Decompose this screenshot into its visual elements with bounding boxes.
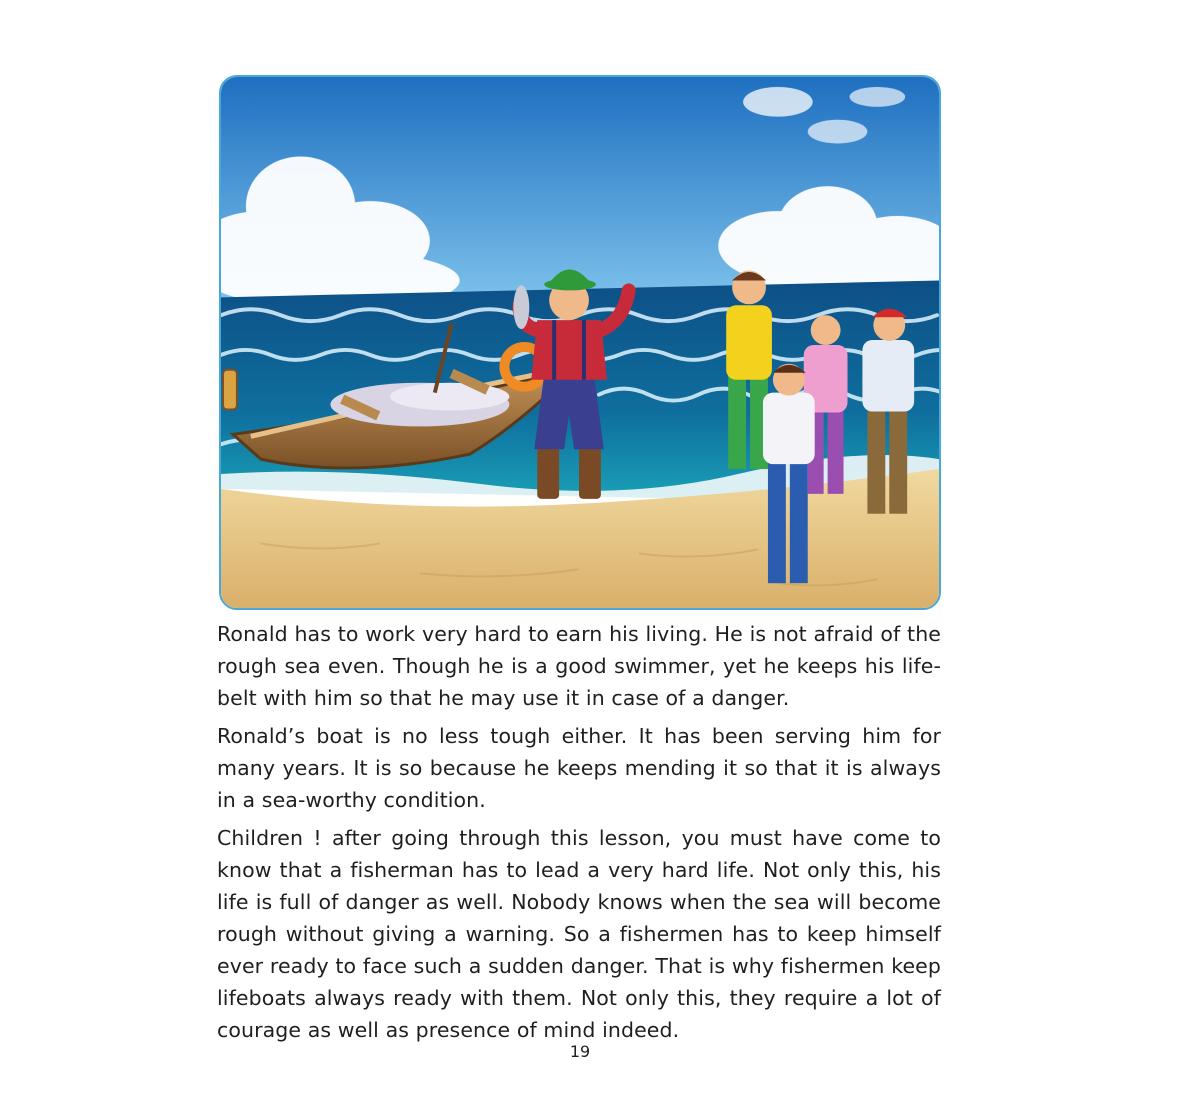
- paragraph-ronald-work: Ronald has to work very hard to earn his living. He is not afraid of the rough sea even. Though he is a good swimmer, yet he keeps his life-belt with him so that he may use it in case of a danger.: [217, 622, 941, 710]
- lesson-text: [217, 618, 941, 1052]
- fisherman-beach-scene-icon: [221, 77, 939, 608]
- paragraph-ronald-boat: Ronald’s boat is no less tough either. It has been serving him for many years. It is so because he keeps mending it so that it is always in a sea-worthy condition.: [217, 724, 941, 812]
- paragraph-children-lesson: Children ! after going through this lesson, you must have come to know that a fisherman has to lead a very hard life. Not only this, his life is full of danger as well. Nobody knows when the sea will become rough without giving a warning. So a fishermen has to keep himself ever ready to face such a sudden danger. That is why fishermen keep lifeboats always ready with them. Not only this, they require a lot of courage as well as presence of mind indeed.: [217, 826, 941, 1042]
- fisherman-beach-illustration: [219, 75, 941, 610]
- page-number: 19: [569, 1042, 591, 1061]
